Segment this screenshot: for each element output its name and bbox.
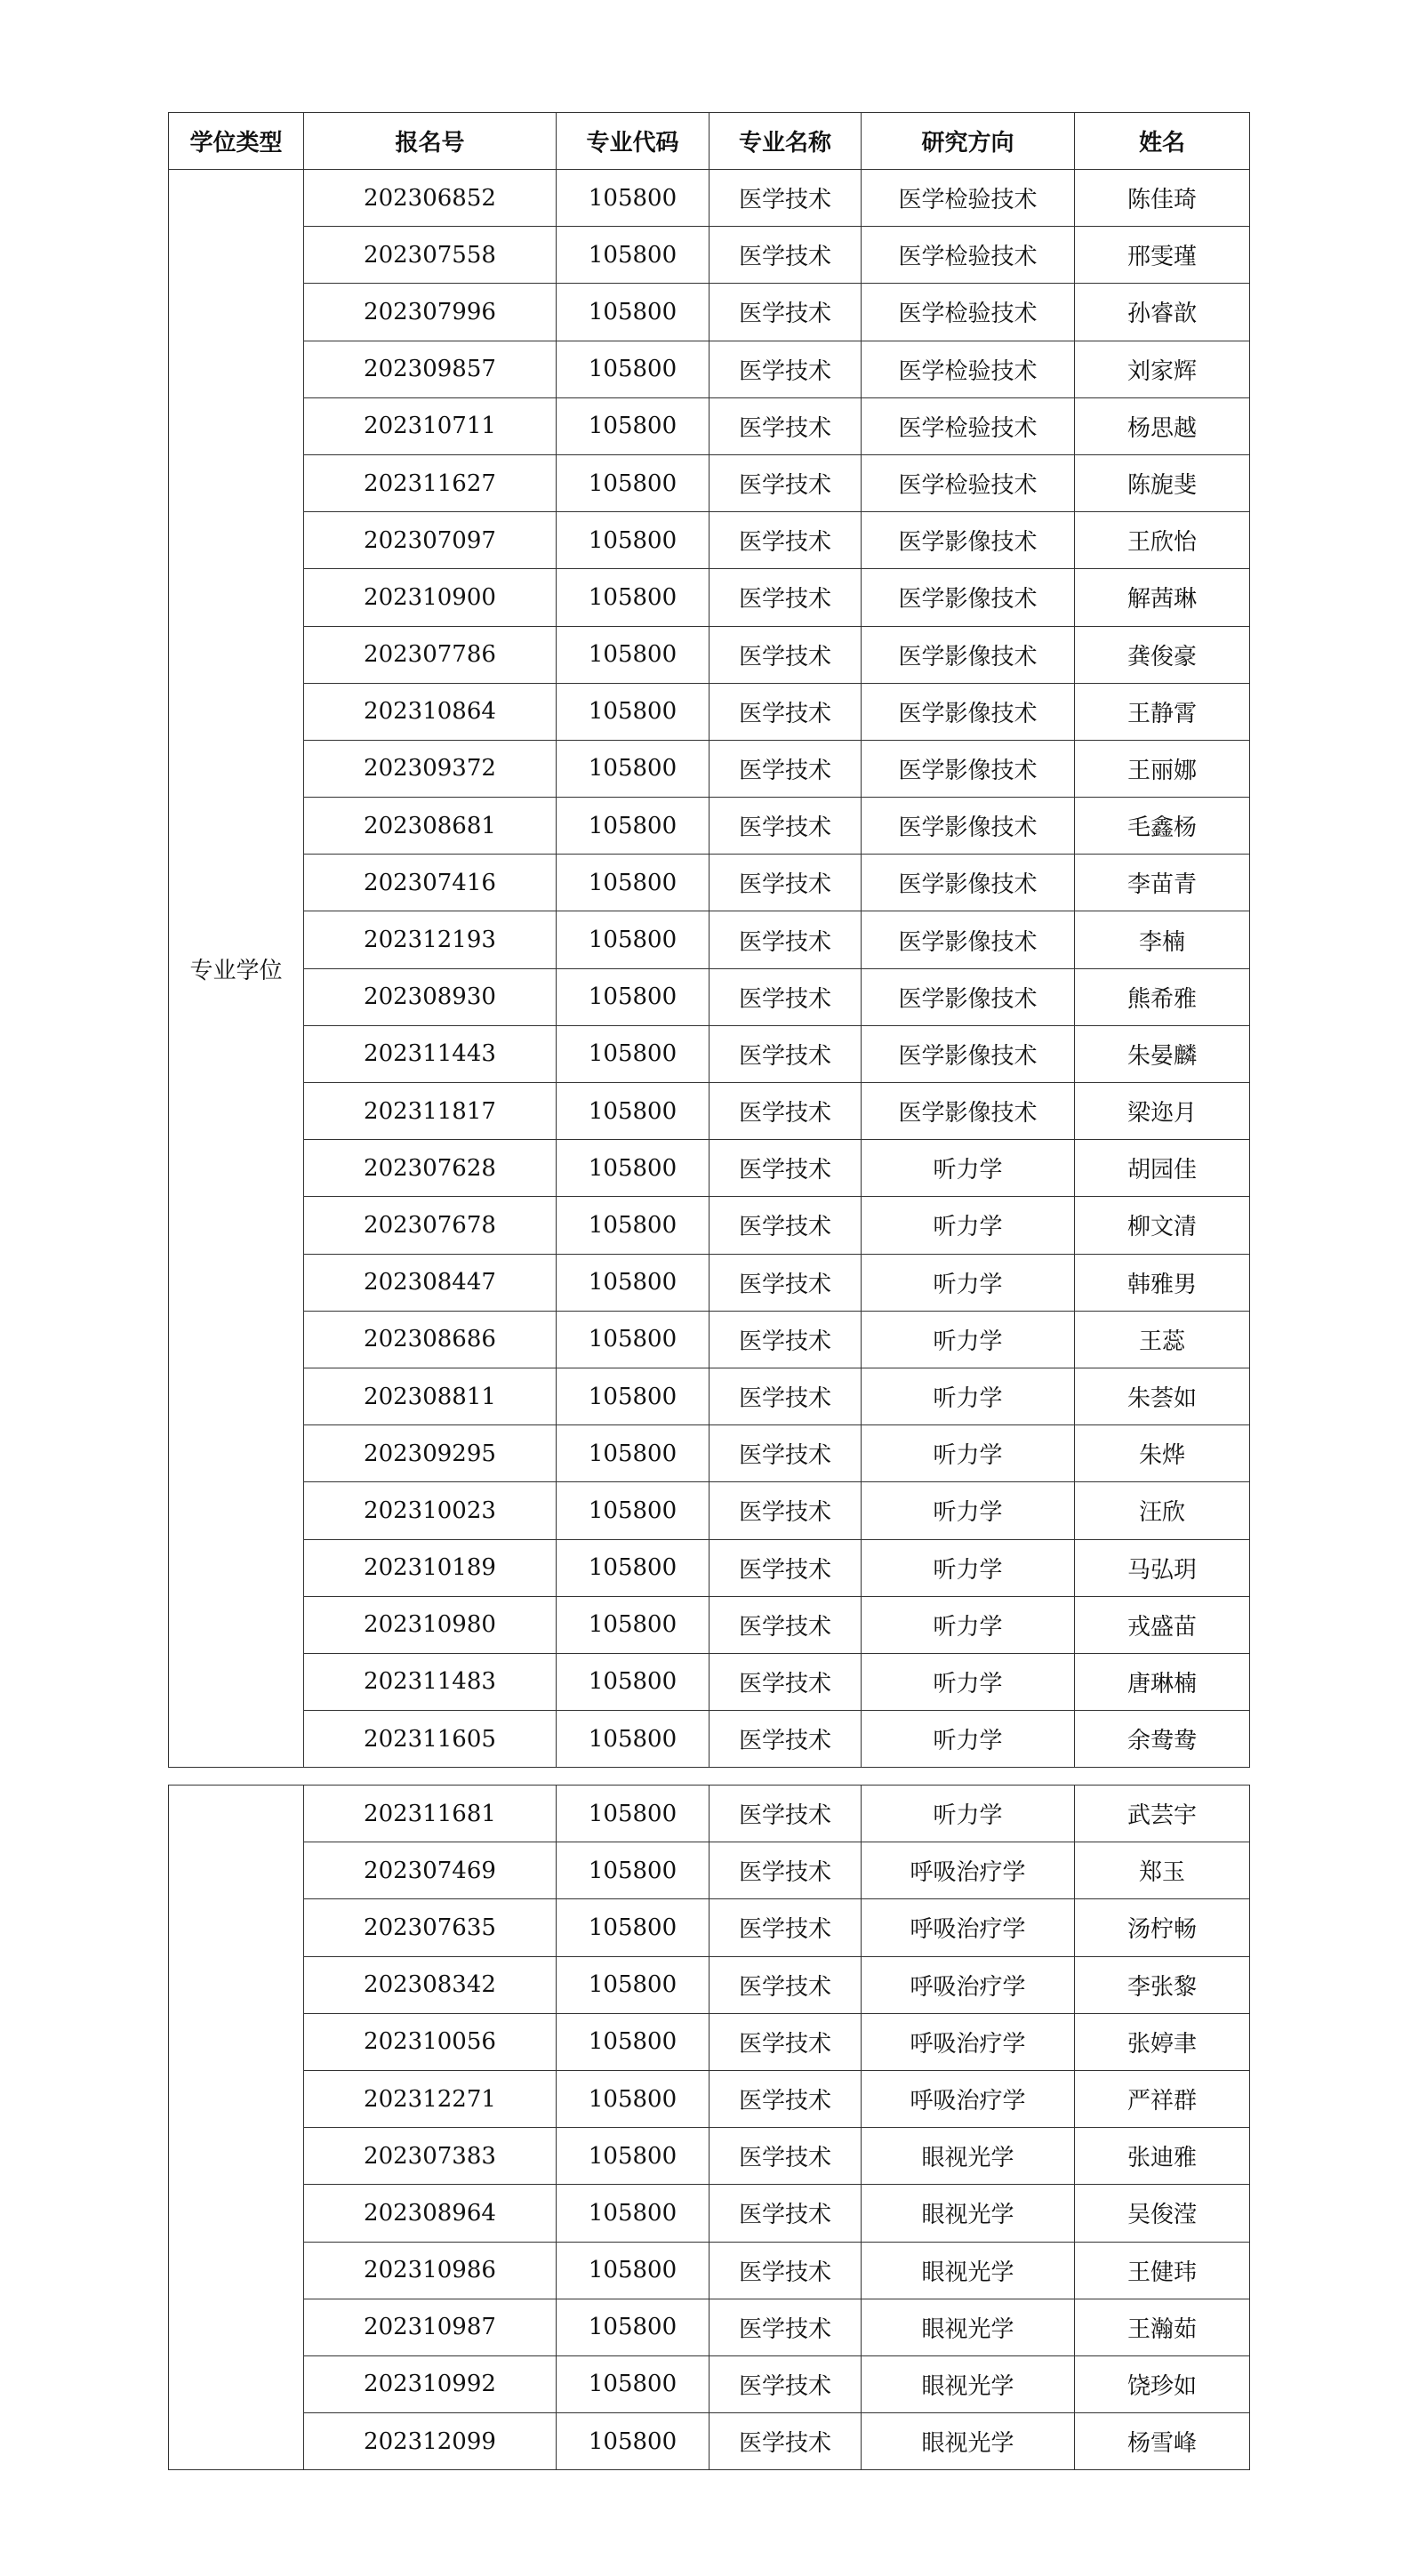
research-direction-cell: 医学检验技术 [862, 397, 1075, 454]
student-name-cell: 朱烨 [1075, 1425, 1250, 1482]
student-name-cell: 王健玮 [1075, 2242, 1250, 2299]
student-name-cell: 李苗青 [1075, 855, 1250, 911]
application-number-cell: 202308811 [304, 1368, 557, 1424]
application-number-cell: 202308686 [304, 1311, 557, 1368]
major-code-cell: 105800 [557, 1899, 710, 1956]
application-number-cell: 202308964 [304, 2185, 557, 2242]
major-code-cell: 105800 [557, 1368, 710, 1424]
application-number-cell: 202310711 [304, 397, 557, 454]
research-direction-cell: 医学影像技术 [862, 740, 1075, 797]
student-name-cell: 杨雪峰 [1075, 2413, 1250, 2470]
major-code-cell: 105800 [557, 227, 710, 284]
major-name-cell: 医学技术 [710, 1842, 862, 1899]
major-name-cell: 医学技术 [710, 170, 862, 227]
table-row [169, 1956, 1250, 2013]
degree-type-cell: 专业学位 [169, 170, 304, 1768]
application-number-cell: 202309295 [304, 1425, 557, 1482]
major-code-cell: 105800 [557, 1786, 710, 1842]
research-direction-cell: 眼视光学 [862, 2185, 1075, 2242]
major-code-cell: 105800 [557, 798, 710, 855]
admission-table-page-1 [168, 112, 1250, 1768]
major-name-cell: 医学技术 [710, 683, 862, 740]
student-name-cell: 张婷聿 [1075, 2013, 1250, 2070]
major-name-cell: 医学技术 [710, 1711, 862, 1768]
application-number-cell: 202308342 [304, 1956, 557, 2013]
application-number-cell: 202307628 [304, 1140, 557, 1197]
student-name-cell: 王蕊 [1075, 1311, 1250, 1368]
major-name-cell: 医学技术 [710, 284, 862, 341]
table-row [169, 1197, 1250, 1254]
research-direction-cell: 听力学 [862, 1197, 1075, 1254]
application-number-cell: 202310864 [304, 683, 557, 740]
application-number-cell: 202307383 [304, 2128, 557, 2185]
research-direction-cell: 听力学 [862, 1653, 1075, 1710]
application-number-cell: 202307635 [304, 1899, 557, 1956]
research-direction-cell: 医学影像技术 [862, 512, 1075, 569]
table-row [169, 1025, 1250, 1082]
major-name-cell: 医学技术 [710, 1311, 862, 1368]
major-code-cell: 105800 [557, 2128, 710, 2185]
research-direction-cell: 听力学 [862, 1368, 1075, 1424]
student-name-cell: 李楠 [1075, 911, 1250, 968]
table-row [169, 397, 1250, 454]
major-code-cell: 105800 [557, 341, 710, 397]
major-code-cell: 105800 [557, 1482, 710, 1539]
research-direction-cell: 呼吸治疗学 [862, 1899, 1075, 1956]
student-name-cell: 李张黎 [1075, 1956, 1250, 2013]
table-row [169, 2070, 1250, 2127]
student-name-cell: 张迪雅 [1075, 2128, 1250, 2185]
major-code-cell: 105800 [557, 1711, 710, 1768]
application-number-cell: 202307097 [304, 512, 557, 569]
table-row [169, 170, 1250, 227]
table-row [169, 2242, 1250, 2299]
research-direction-cell: 医学影像技术 [862, 626, 1075, 683]
research-direction-cell: 听力学 [862, 1596, 1075, 1653]
student-name-cell: 严祥群 [1075, 2070, 1250, 2127]
application-number-cell: 202311443 [304, 1025, 557, 1082]
admission-table-page-2 [168, 1785, 1250, 2470]
major-name-cell: 医学技术 [710, 1539, 862, 1596]
table-row [169, 2355, 1250, 2412]
major-name-cell: 医学技术 [710, 2070, 862, 2127]
major-code-cell: 105800 [557, 2070, 710, 2127]
table-row [169, 227, 1250, 284]
major-code-cell: 105800 [557, 626, 710, 683]
major-name-cell: 医学技术 [710, 2185, 862, 2242]
major-name-cell: 医学技术 [710, 2299, 862, 2355]
table-row [169, 2299, 1250, 2355]
major-name-cell: 医学技术 [710, 1425, 862, 1482]
major-code-cell: 105800 [557, 2355, 710, 2412]
major-name-cell: 医学技术 [710, 1140, 862, 1197]
application-number-cell: 202307469 [304, 1842, 557, 1899]
major-name-cell: 医学技术 [710, 740, 862, 797]
table-row [169, 1653, 1250, 1710]
major-name-cell: 医学技术 [710, 798, 862, 855]
major-code-cell: 105800 [557, 2299, 710, 2355]
table-row [169, 1425, 1250, 1482]
application-number-cell: 202311483 [304, 1653, 557, 1710]
major-name-cell: 医学技术 [710, 1653, 862, 1710]
major-name-cell: 医学技术 [710, 1596, 862, 1653]
student-name-cell: 余鸯鸯 [1075, 1711, 1250, 1768]
research-direction-cell: 医学影像技术 [862, 569, 1075, 626]
student-name-cell: 柳文清 [1075, 1197, 1250, 1254]
table-header-row [169, 113, 1250, 170]
table-row [169, 740, 1250, 797]
major-code-cell: 105800 [557, 968, 710, 1025]
major-name-cell: 医学技术 [710, 1899, 862, 1956]
major-name-cell: 医学技术 [710, 2242, 862, 2299]
major-code-cell: 105800 [557, 1539, 710, 1596]
student-name-cell: 龚俊豪 [1075, 626, 1250, 683]
research-direction-cell: 眼视光学 [862, 2413, 1075, 2470]
student-name-cell: 马弘玥 [1075, 1539, 1250, 1596]
student-name-cell: 韩雅男 [1075, 1254, 1250, 1311]
research-direction-cell: 呼吸治疗学 [862, 1842, 1075, 1899]
major-code-cell: 105800 [557, 512, 710, 569]
major-name-cell: 医学技术 [710, 1083, 862, 1140]
application-number-cell: 202306852 [304, 170, 557, 227]
student-name-cell: 王瀚茹 [1075, 2299, 1250, 2355]
application-number-cell: 202312099 [304, 2413, 557, 2470]
application-number-cell: 202307678 [304, 1197, 557, 1254]
major-name-cell: 医学技术 [710, 626, 862, 683]
student-name-cell: 毛鑫杨 [1075, 798, 1250, 855]
header-application-number: 报名号 [304, 113, 557, 170]
table-row [169, 512, 1250, 569]
student-name-cell: 胡园佳 [1075, 1140, 1250, 1197]
research-direction-cell: 呼吸治疗学 [862, 2013, 1075, 2070]
application-number-cell: 202311627 [304, 454, 557, 511]
table-row [169, 968, 1250, 1025]
research-direction-cell: 医学检验技术 [862, 284, 1075, 341]
major-code-cell: 105800 [557, 1140, 710, 1197]
table-row [169, 626, 1250, 683]
student-name-cell: 孙睿歆 [1075, 284, 1250, 341]
major-name-cell: 医学技术 [710, 1956, 862, 2013]
student-name-cell: 王静霄 [1075, 683, 1250, 740]
student-name-cell: 王丽娜 [1075, 740, 1250, 797]
student-name-cell: 戎盛苗 [1075, 1596, 1250, 1653]
student-name-cell: 唐琳楠 [1075, 1653, 1250, 1710]
application-number-cell: 202307996 [304, 284, 557, 341]
application-number-cell: 202310189 [304, 1539, 557, 1596]
table-row [169, 683, 1250, 740]
application-number-cell: 202310992 [304, 2355, 557, 2412]
header-name: 姓名 [1075, 113, 1250, 170]
research-direction-cell: 听力学 [862, 1311, 1075, 1368]
table-row [169, 1083, 1250, 1140]
student-name-cell: 汤柠畅 [1075, 1899, 1250, 1956]
table-row [169, 1482, 1250, 1539]
major-code-cell: 105800 [557, 569, 710, 626]
student-name-cell: 邢雯瑾 [1075, 227, 1250, 284]
application-number-cell: 202312193 [304, 911, 557, 968]
research-direction-cell: 呼吸治疗学 [862, 1956, 1075, 2013]
major-name-cell: 医学技术 [710, 968, 862, 1025]
application-number-cell: 202310986 [304, 2242, 557, 2299]
table-row [169, 1842, 1250, 1899]
research-direction-cell: 医学影像技术 [862, 1083, 1075, 1140]
major-code-cell: 105800 [557, 2185, 710, 2242]
table-row [169, 284, 1250, 341]
major-name-cell: 医学技术 [710, 227, 862, 284]
student-name-cell: 吴俊滢 [1075, 2185, 1250, 2242]
application-number-cell: 202309372 [304, 740, 557, 797]
application-number-cell: 202311681 [304, 1786, 557, 1842]
major-code-cell: 105800 [557, 1842, 710, 1899]
research-direction-cell: 医学影像技术 [862, 683, 1075, 740]
major-code-cell: 105800 [557, 1425, 710, 1482]
major-code-cell: 105800 [557, 1197, 710, 1254]
application-number-cell: 202311605 [304, 1711, 557, 1768]
table-row [169, 341, 1250, 397]
major-code-cell: 105800 [557, 2413, 710, 2470]
major-code-cell: 105800 [557, 1025, 710, 1082]
application-number-cell: 202308681 [304, 798, 557, 855]
student-name-cell: 刘家辉 [1075, 341, 1250, 397]
major-code-cell: 105800 [557, 1956, 710, 2013]
research-direction-cell: 眼视光学 [862, 2128, 1075, 2185]
major-name-cell: 医学技术 [710, 855, 862, 911]
research-direction-cell: 医学检验技术 [862, 227, 1075, 284]
major-name-cell: 医学技术 [710, 397, 862, 454]
research-direction-cell: 医学影像技术 [862, 968, 1075, 1025]
research-direction-cell: 听力学 [862, 1140, 1075, 1197]
research-direction-cell: 眼视光学 [862, 2242, 1075, 2299]
research-direction-cell: 医学影像技术 [862, 1025, 1075, 1082]
major-code-cell: 105800 [557, 740, 710, 797]
table-row [169, 2128, 1250, 2185]
table-row [169, 2013, 1250, 2070]
major-name-cell: 医学技术 [710, 454, 862, 511]
major-name-cell: 医学技术 [710, 1786, 862, 1842]
research-direction-cell: 听力学 [862, 1711, 1075, 1768]
student-name-cell: 朱荟如 [1075, 1368, 1250, 1424]
research-direction-cell: 眼视光学 [862, 2299, 1075, 2355]
major-code-cell: 105800 [557, 454, 710, 511]
table-row [169, 1140, 1250, 1197]
table-body-2 [169, 1786, 1250, 2470]
major-name-cell: 医学技术 [710, 2413, 862, 2470]
research-direction-cell: 听力学 [862, 1254, 1075, 1311]
header-major-code: 专业代码 [557, 113, 710, 170]
research-direction-cell: 医学检验技术 [862, 454, 1075, 511]
research-direction-cell: 医学影像技术 [862, 855, 1075, 911]
student-name-cell: 朱晏麟 [1075, 1025, 1250, 1082]
research-direction-cell: 听力学 [862, 1786, 1075, 1842]
major-name-cell: 医学技术 [710, 341, 862, 397]
application-number-cell: 202311817 [304, 1083, 557, 1140]
major-name-cell: 医学技术 [710, 1482, 862, 1539]
student-name-cell: 梁迩月 [1075, 1083, 1250, 1140]
major-name-cell: 医学技术 [710, 2013, 862, 2070]
table-row [169, 911, 1250, 968]
application-number-cell: 202310900 [304, 569, 557, 626]
application-number-cell: 202310056 [304, 2013, 557, 2070]
major-name-cell: 医学技术 [710, 2128, 862, 2185]
student-name-cell: 陈旎斐 [1075, 454, 1250, 511]
application-number-cell: 202308930 [304, 968, 557, 1025]
table-row [169, 454, 1250, 511]
major-name-cell: 医学技术 [710, 1368, 862, 1424]
research-direction-cell: 医学影像技术 [862, 798, 1075, 855]
major-code-cell: 105800 [557, 683, 710, 740]
table-row [169, 1596, 1250, 1653]
research-direction-cell: 听力学 [862, 1482, 1075, 1539]
major-code-cell: 105800 [557, 855, 710, 911]
application-number-cell: 202309857 [304, 341, 557, 397]
student-name-cell: 汪欣 [1075, 1482, 1250, 1539]
student-name-cell: 杨思越 [1075, 397, 1250, 454]
student-name-cell: 饶珍如 [1075, 2355, 1250, 2412]
major-name-cell: 医学技术 [710, 2355, 862, 2412]
student-name-cell: 郑玉 [1075, 1842, 1250, 1899]
research-direction-cell: 医学检验技术 [862, 341, 1075, 397]
table-row [169, 2185, 1250, 2242]
major-code-cell: 105800 [557, 1311, 710, 1368]
degree-type-cell [169, 1786, 304, 2470]
application-number-cell: 202312271 [304, 2070, 557, 2127]
table-row [169, 1899, 1250, 1956]
student-name-cell: 武芸宇 [1075, 1786, 1250, 1842]
application-number-cell: 202307558 [304, 227, 557, 284]
research-direction-cell: 听力学 [862, 1539, 1075, 1596]
application-number-cell: 202310987 [304, 2299, 557, 2355]
major-code-cell: 105800 [557, 911, 710, 968]
student-name-cell: 熊希雅 [1075, 968, 1250, 1025]
application-number-cell: 202308447 [304, 1254, 557, 1311]
application-number-cell: 202307786 [304, 626, 557, 683]
research-direction-cell: 医学影像技术 [862, 911, 1075, 968]
student-name-cell: 解茜琳 [1075, 569, 1250, 626]
student-name-cell: 王欣怡 [1075, 512, 1250, 569]
research-direction-cell: 听力学 [862, 1425, 1075, 1482]
research-direction-cell: 医学检验技术 [862, 170, 1075, 227]
major-name-cell: 医学技术 [710, 512, 862, 569]
major-code-cell: 105800 [557, 2013, 710, 2070]
student-name-cell: 陈佳琦 [1075, 170, 1250, 227]
header-degree-type: 学位类型 [169, 113, 304, 170]
major-name-cell: 医学技术 [710, 1197, 862, 1254]
application-number-cell: 202307416 [304, 855, 557, 911]
table-row [169, 569, 1250, 626]
table-row [169, 2413, 1250, 2470]
major-name-cell: 医学技术 [710, 1254, 862, 1311]
major-name-cell: 医学技术 [710, 1025, 862, 1082]
major-code-cell: 105800 [557, 1083, 710, 1140]
major-code-cell: 105800 [557, 1653, 710, 1710]
table-row [169, 1786, 1250, 1842]
table-row [169, 798, 1250, 855]
major-name-cell: 医学技术 [710, 569, 862, 626]
research-direction-cell: 呼吸治疗学 [862, 2070, 1075, 2127]
major-code-cell: 105800 [557, 1596, 710, 1653]
table-row [169, 1311, 1250, 1368]
research-direction-cell: 眼视光学 [862, 2355, 1075, 2412]
table-row [169, 1539, 1250, 1596]
table-row [169, 1368, 1250, 1424]
header-research-direction: 研究方向 [862, 113, 1075, 170]
major-name-cell: 医学技术 [710, 911, 862, 968]
application-number-cell: 202310023 [304, 1482, 557, 1539]
major-code-cell: 105800 [557, 284, 710, 341]
table-row [169, 855, 1250, 911]
major-code-cell: 105800 [557, 397, 710, 454]
major-code-cell: 105800 [557, 170, 710, 227]
table-row [169, 1711, 1250, 1768]
table-body-1 [169, 170, 1250, 1768]
application-number-cell: 202310980 [304, 1596, 557, 1653]
header-major-name: 专业名称 [710, 113, 862, 170]
major-code-cell: 105800 [557, 1254, 710, 1311]
major-code-cell: 105800 [557, 2242, 710, 2299]
table-row [169, 1254, 1250, 1311]
